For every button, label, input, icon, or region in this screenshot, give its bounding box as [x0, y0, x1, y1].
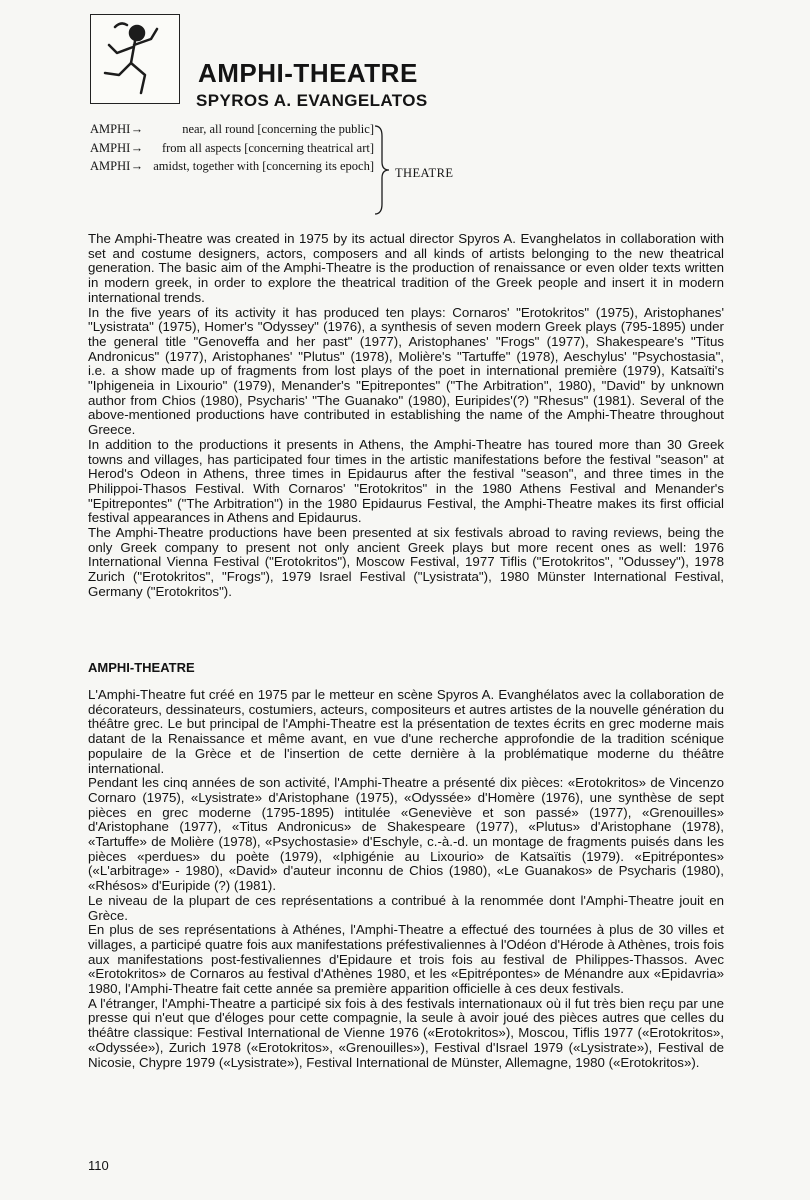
page-title: AMPHI-THEATRE — [198, 58, 418, 88]
french-paragraph: Le niveau de la plupart de ces représentations a contribué à la renommée dont l'Amphi-Theatre jouit en Grèce. — [88, 892, 724, 923]
running-figure-icon — [90, 14, 180, 104]
french-paragraph: A l'étranger, l'Amphi-Theatre a participé six fois à des festivals internationaux où il fut très bien reçu par une presse qui n'eut que d'éloges pour cette compagnie, la seule à avoir joué des pièces autres que celles du théâtre classique: Festival International de Vienne 1976 («Erotokritos»), Moscou, Tiflis 1977 («Erotokritos», «Odyssée»), Zurich 1978 («Erotokritos», «Grenouilles»), Festival d'Israel 1979 («Lysistrate»), Festival de Nicosie, Chypre 1979 («Lysistrate»), Festival International de Münster, Allemagne, 1980 («Erotokritos»). — [88, 995, 724, 1070]
author-name: SPYROS A. EVANGELATOS — [196, 91, 428, 110]
definition-term: AMPHI — [90, 140, 131, 155]
english-paragraph: The Amphi-Theatre productions have been presented at six festivals abroad to raving reviews, being the only Greek company to present not only ancient Greek plays but more recent ones as well: 1976 International Vienna Festival ("Erotokritos"), Moscow Festival, 1977 Tiflis ("Erotokritos", "Odussey"), 1978 Zurich ("Erotokritos", "Frogs"), 1979 Israel Festival ("Lysistrata"), 1980 Münster International Festival, Germany ("Erotokritos"). — [88, 525, 724, 599]
french-paragraph: En plus de ses représentations à Athénes, l'Amphi-Theatre a effectué des tournées à plus de 30 villes et villages, a participé quatre fois aux manifestations préfestivaliennes à l'Odéon d'Hérode à Athènes, trois fois aux manifestations post-festivaliennes d'Epidaure et trois fois au festival de Philippes-Thassos. Avec «Erotokritos» de Cornaros au festival d'Athènes 1980, et les «Epitrépontes» de Ménandre aux «Epidavria» 1980, l'Amphi-Theatre fait cette année sa première apparition officielle à ces deux festivals. — [88, 922, 724, 997]
definition-row — [90, 122, 390, 138]
english-paragraph: The Amphi-Theatre was created in 1975 by its actual director Spyros A. Evanghelatos in collaboration with set and costume designers, actors, composers and all kinds of artists belonging to the new theatrical generation. The basic aim of the Amphi-Theatre is the production of renaissance or even older texts written in modern greek, in order to explore the theatrical tradition of the Greek people and insert it in modern international trends. — [88, 231, 724, 305]
english-paragraph: In the five years of its activity it has produced ten plays: Cornaros' "Erotokritos" (1975), Aristophanes' "Lysistrata" (1975), Homer's "Odyssey" (1976), a synthesis of seven modern Greek plays (795-1895) under the general title "Genoveffa and her past" (1977), Aristophanes' "Frogs" (1977), Shakespeare's "Titus Andronicus" (1977), Aristophanes' "Plutus" (1978), Molière's "Tartuffe" (1978), Aeschylus' "Psychostasia", i.e. a show made up of fragments from lost plays of the poet in international première (1979), Katsaïti's "Iphigeneia in Lixourio" (1979), Menander's "Epitrepontes" ("The Arbitration", 1980), "David" by unknown author from Chios (1980), Psycharis' "The Guanako" (1980), Euripides'(?) "Rhesus" (1981). Several of the above-mentioned productions have contributed in establishing the name of the Amphi-Theatre throughout Greece. — [88, 304, 724, 438]
definition-text: near, all round [concerning the public] — [182, 122, 374, 136]
english-article — [88, 232, 724, 600]
definition-term: AMPHI — [90, 122, 131, 136]
english-paragraph: In addition to the productions it presents in Athens, the Amphi-Theatre has toured more than 30 Greek towns and villages, has participated four times in the artistic manifestations before the festival "season" at Herod's Odeon in Athens, three times in Epidaurus after the festival "season", and three times in the Philippoi-Thasos Festival. With Cornaros' "Erotokritos" in the 1980 Athens Festival and Menander's "Epitrepontes" ("The Arbitration") in the 1980 Epidaurus Festival, the Amphi-Theatre makes its first official festival appearances in Athens and Epidaurus. — [88, 436, 724, 526]
definition-text: from all aspects [concerning theatrical art] — [161, 140, 374, 155]
definition-text: amidst, together with [concerning its epoch] — [153, 159, 374, 173]
page-number: 110 — [88, 1158, 109, 1173]
arrow-icon: → — [130, 140, 144, 155]
french-paragraph: Pendant les cinq années de son activité, l'Amphi-Theatre a présenté dix pièces: «Erotokritos» de Vincenzo Cornaro (1975), «Lysistrate» d'Aristophane (1975), «Odyssée» d'Homère (1976), une synthèse de sept pièces en grec moderne (1795-1895) intitulée «Geneviève et son passé» (1977), «Grenouilles» d'Aristophane (1977), «Titus Andronicus» de Shakespeare (1977), «Plutus» d'Aristophane (1978), «Tartuffe» de Molière (1978), «Psychostasie» d'Eschyle, c.-à.-d. un montage de fragments puisés dans les pièces «perdues» du poète (1979), «Iphigénie au Lixourio» de Katsaïtis (1979). «Epitrépontes» («L'arbitrage» - 1980), «David» d'auteur inconnu de Chios (1980), «Le Guanakos» de Psycharis (1980), «Rhésos» d'Euripide (?) (1981). — [88, 775, 724, 894]
arrow-icon: → — [130, 159, 144, 173]
theatre-label: THEATRE — [395, 166, 454, 180]
french-paragraph: L'Amphi-Theatre fut créé en 1975 par le metteur en scène Spyros A. Evanghélatos avec la collaboration de décorateurs, dessinateurs, costumiers, acteurs, compositeurs et autres artistes de la nouvelle génération du théâtre grec. Le but principal de l'Amphi-Theatre est la présentation de textes écrits en grec moderne mais datant de la Renaissance et même avant, en vue d'une recherche approfondie de la tradition scénique populaire de la Grèce et de l'insertion de cette dernière à la problématique moderne du théâtre international. — [88, 687, 724, 776]
amphi-definitions — [90, 122, 390, 178]
definition-row — [90, 159, 390, 175]
arrow-icon: → — [130, 122, 144, 136]
right-brace-icon — [373, 124, 391, 216]
definition-row — [90, 141, 390, 157]
french-section-heading: AMPHI-THEATRE — [88, 660, 195, 675]
definition-term: AMPHI — [90, 159, 131, 173]
french-article — [88, 688, 724, 1070]
